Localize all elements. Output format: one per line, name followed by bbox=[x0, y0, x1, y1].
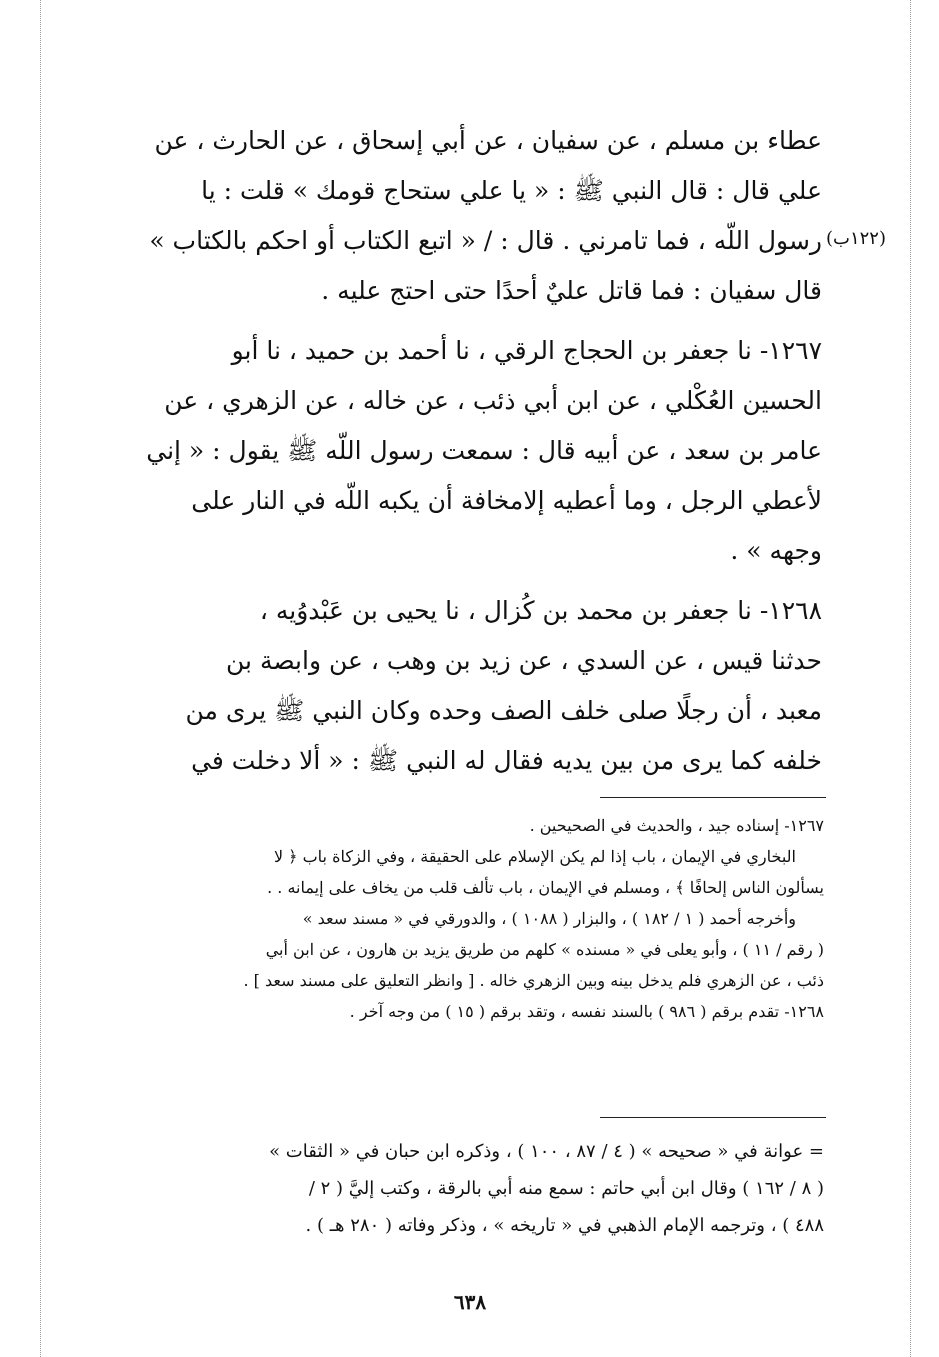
text-line: لأعطي الرجل ، وما أعطيه إلامخافة أن يكبه اللّه في النار على bbox=[191, 486, 822, 515]
text-line: عامر بن سعد ، عن أبيه قال : سمعت رسول اللّه ﷺ يقول : « إني bbox=[146, 436, 822, 465]
footnote-separator bbox=[600, 797, 826, 798]
text-line: خلفه كما يرى من بين يديه فقال له النبي ﷺ : « ألا دخلت في bbox=[191, 746, 822, 775]
continued-footnote-line: ( ٨ / ١٦٢ ) وقال ابن أبي حاتم : سمع منه أبي بالرقة ، وكتب إليَّ ( ٢ / bbox=[308, 1178, 824, 1199]
footnote-line: ١٢٦٧- إسناده جيد ، والحديث في الصحيحين . bbox=[529, 816, 824, 835]
footnote-line: ١٢٦٨- تقدم برقم ( ٩٨٦ ) بالسند نفسه ، وتقد برقم ( ١٥ ) من وجه آخر . bbox=[349, 1002, 824, 1021]
text-line: علي قال : قال النبي ﷺ : « يا علي ستحاج قومك » قلت : يا bbox=[201, 176, 822, 205]
text-line: قال سفيان : فما قاتل عليٌ أحدًا حتى احتج عليه . bbox=[321, 276, 822, 305]
left-margin-guide bbox=[40, 0, 41, 1357]
text-line: ١٢٦٨- نا جعفر بن محمد بن كُزال ، نا يحيى بن عَبْدوُيه ، bbox=[259, 596, 822, 625]
continued-footnote-line: = عوانة في « صحيحه » ( ٤ / ٨٧ ، ١٠٠ ) ، وذكره ابن حبان في « الثقات » bbox=[269, 1141, 824, 1162]
text-line: حدثنا قيس ، عن السدي ، عن زيد بن وهب ، عن وابصة بن bbox=[226, 646, 822, 675]
text-line: رسول اللّه ، فما تامرني . قال : / « اتبع الكتاب أو احكم بالكتاب » bbox=[149, 226, 822, 255]
footnote-line: يسألون الناس إلحافًا ﴾ ، ومسلم في الإيمان ، باب تألف قلب من يخاف على إيمانه . . bbox=[267, 878, 824, 897]
footnote-line: ذئب ، عن الزهري فلم يدخل بينه وبين الزهري خاله . [ وانظر التعليق على مسند سعد ] . bbox=[243, 971, 824, 990]
paragraph-hadith-continuation bbox=[112, 116, 822, 316]
text-line: عطاء بن مسلم ، عن سفيان ، عن أبي إسحاق ، عن الحارث ، عن bbox=[154, 126, 822, 155]
text-line: وجهه » . bbox=[730, 536, 822, 565]
continuation-separator bbox=[600, 1117, 826, 1118]
footnote-line: ( رقم / ١١ ) ، وأبو يعلى في « مسنده » كلهم من طريق يزيد بن هارون ، عن ابن أبي bbox=[265, 940, 824, 959]
continued-footnote-line: ٤٨٨ ) ، وترجمه الإمام الذهبي في « تاريخه » ، وذكر وفاته ( ٢٨٠ هـ ) . bbox=[305, 1215, 824, 1236]
footnotes bbox=[112, 810, 824, 1027]
text-line: معبد ، أن رجلًا صلى خلف الصف وحده وكان النبي ﷺ يرى من bbox=[185, 696, 822, 725]
paragraph-hadith-1267 bbox=[112, 326, 822, 576]
text-line: ١٢٦٧- نا جعفر بن الحجاج الرقي ، نا أحمد بن حميد ، نا أبو bbox=[231, 336, 822, 365]
text-line: الحسين العُكْلي ، عن ابن أبي ذئب ، عن خاله ، عن الزهري ، عن bbox=[164, 386, 822, 415]
page-number: ٦٣٨ bbox=[453, 1290, 487, 1314]
margin-folio-note: (١٢٢ب) bbox=[826, 228, 887, 249]
right-margin-guide bbox=[910, 0, 911, 1357]
footnote-line: البخاري في الإيمان ، باب إذا لم يكن الإسلام على الحقيقة ، وفي الزكاة باب ﴿ لا bbox=[273, 847, 796, 866]
footnote-line: وأخرجه أحمد ( ١ / ١٨٢ ) ، والبزار ( ١٠٨٨ ) ، والدورقي في « مسند سعد » bbox=[302, 909, 796, 928]
paragraph-hadith-1268 bbox=[112, 586, 822, 786]
continued-footnote bbox=[112, 1133, 824, 1244]
